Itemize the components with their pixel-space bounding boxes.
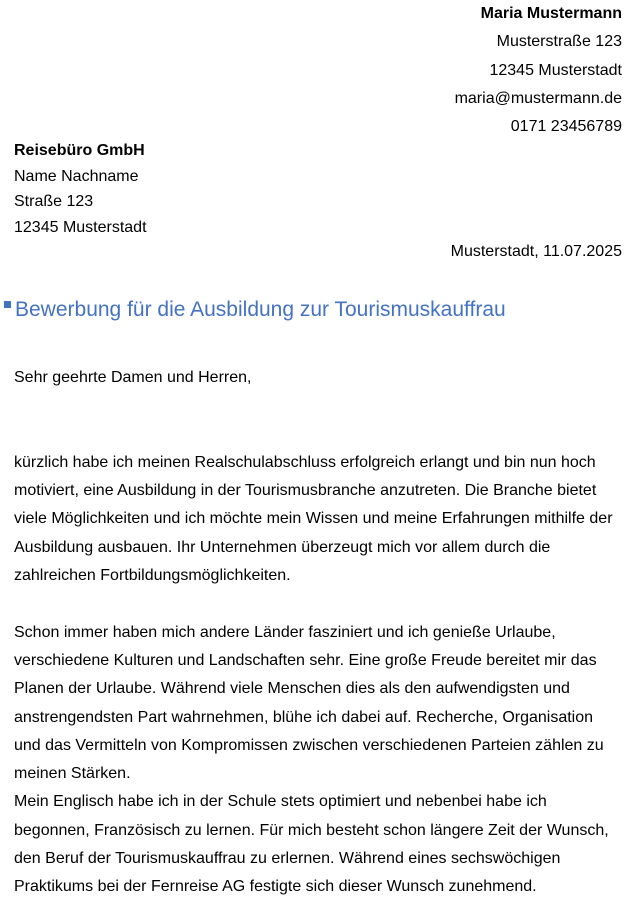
bullet-marker-icon — [4, 301, 11, 308]
paragraph: Schon immer haben mich andere Länder fasziniert und ich genieße Urlaube, verschiedene Kulturen und Landschaften sehr. Eine große Freude bereitet mir das Planen der Urlaube. Während viele Menschen dies als den aufwendigsten und anstrengendsten Part wahrnehmen, blühe ich dabei auf. Recherche, Organisation und das Vermitteln von Kompromissen zwischen verschiedenen Parteien zählen zu meinen Stärken. — [14, 623, 604, 783]
sender-address — [455, 0, 622, 141]
letter-subject — [4, 298, 506, 322]
sender-name: Maria Mustermann — [480, 5, 622, 22]
recipient-company: Reisebüro GmbH — [14, 142, 145, 159]
recipient-address — [14, 138, 147, 240]
sender-street: Musterstraße 123 — [496, 33, 622, 51]
subject-text: Bewerbung für die Ausbildung zur Tourismuskauffrau — [15, 298, 506, 321]
recipient-street: Straße 123 — [14, 193, 94, 210]
letter-date: Musterstadt, 11.07.2025 — [450, 243, 622, 260]
sender-email: maria@mustermann.de — [454, 89, 622, 107]
salutation: Sehr geehrte Damen und Herren, — [14, 369, 252, 386]
paragraph: kürzlich habe ich meinen Realschulabschluss erfolgreich erlangt und bin nun hoch motiviert, eine Ausbildung in der Tourismusbranche anzutreten. Die Branche bietet viele Möglichkeiten und ich möchte mein Wissen und meine Erfahrungen mithilfe der Ausbildung ausbauen. Ihr Unternehmen überzeugt mich vor allem durch die zahlreichen Fortbildungsmöglichkeiten. — [14, 453, 613, 585]
sender-phone: 0171 23456789 — [510, 118, 622, 136]
sender-city: 12345 Musterstadt — [489, 61, 622, 79]
recipient-contact: Name Nachname — [14, 167, 139, 185]
letter-body — [14, 364, 624, 902]
paragraph: Mein Englisch habe ich in der Schule stets optimiert und nebenbei habe ich begonnen, Französisch zu lernen. Für mich besteht schon längere Zeit der Wunsch, den Beruf der Tourismuskauffrau zu erlernen. Während eines sechswöchigen Praktikums bei der Fernreise AG festigte sich dieser Wunsch zunehmend. — [14, 793, 609, 896]
recipient-city: 12345 Musterstadt — [14, 218, 147, 236]
